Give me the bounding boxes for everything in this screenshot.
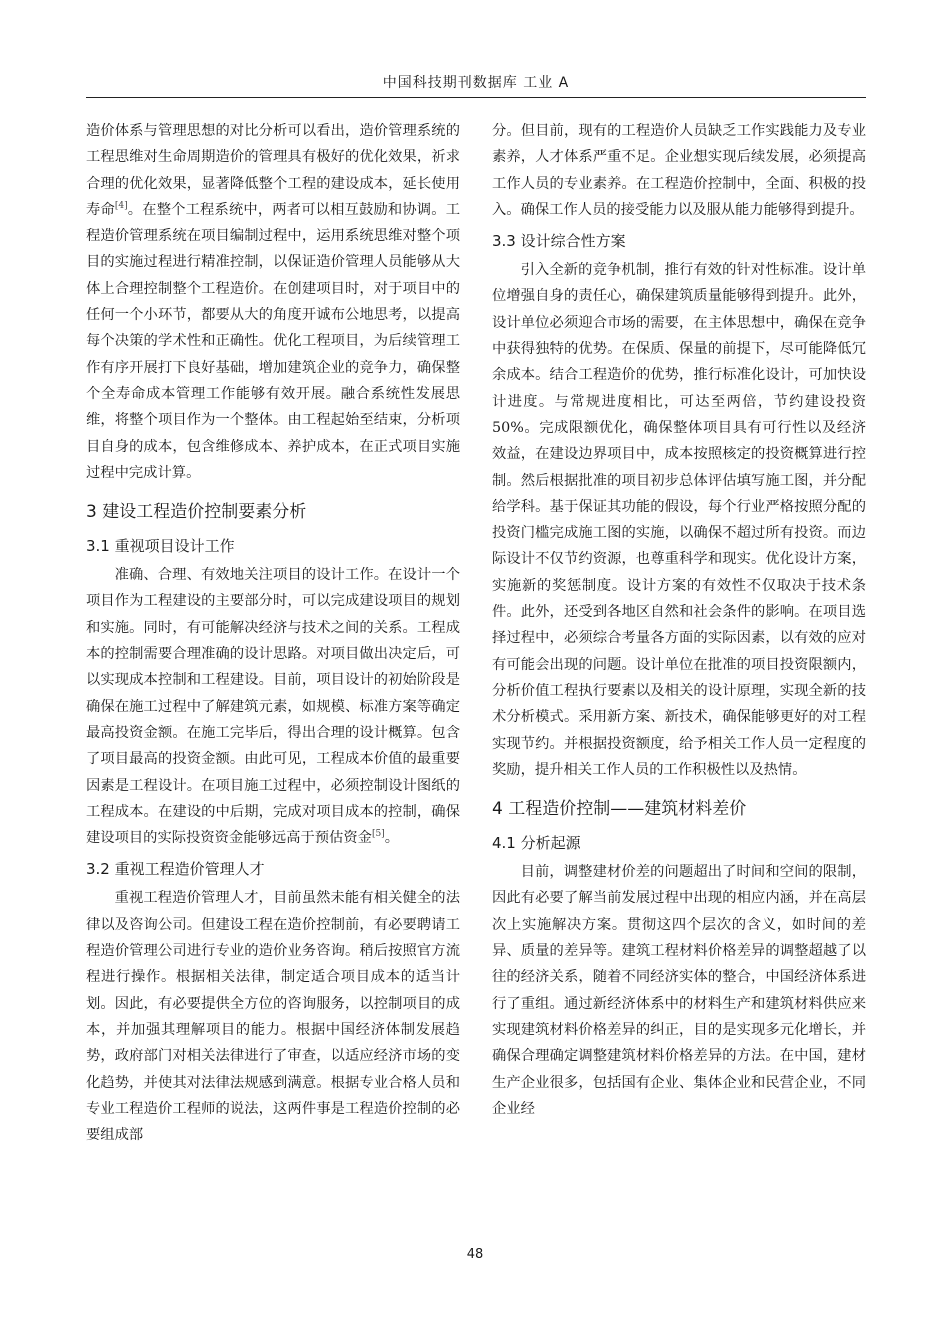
- text-span: 。在整个工程系统中，两者可以相互鼓励和协调。工程造价管理系统在项目编制过程中，运用系统思维对整个项目的实施过程进行精准控制，以保证造价管理人员能够从大体上合理控制整个工程造价。在创建项目时，对于项目中的任何一个小环节，都要从大的角度开诚布公地思考，以提高每个决策的学术性和正确性。优化工程项目，为后续管理工作有序开展打下良好基础，增加建筑企业的竞争力，确保整个全寿命成本管理工作能够有效开展。融合系统性发展思维，将整个项目作为一个整体。由工程起始至结束，分析项目自身的成本，包含维修成本、养护成本，在正式项目实施过程中完成计算。: [86, 201, 461, 481]
- paragraph-intro-continued: [86, 118, 460, 486]
- citation-ref: [4]: [114, 201, 128, 212]
- section-heading-3: 3 建设工程造价控制要素分析: [86, 502, 307, 523]
- subsection-heading-3-2: 3.2 重视工程造价管理人才: [86, 860, 265, 879]
- subsection-heading-3-1: 3.1 重视项目设计工作: [86, 537, 235, 556]
- subsection-heading-3-3: 3.3 设计综合性方案: [492, 232, 626, 251]
- running-header: 中国科技期刊数据库 工业 A: [382, 75, 570, 91]
- text-span: 准确、合理、有效地关注项目的设计工作。在设计一个项目作为工程建设的主要部分时，可以完成建设项目的规划和实施。同时，有可能解决经济与技术之间的关系。工程成本的控制需要合理准确的设计思路。对项目做出决定后，可以实现成本控制和工程建设。目前，项目设计的初始阶段是确保在施工过程中了解建筑元素，如规模、标准方案等确定最高投资金额。在施工完毕后，得出合理的设计概算。包含了项目最高的投资金额。由此可见，工程成本价值的最重要因素是工程设计。在项目施工过程中，必须控制设计图纸的工程成本。在建设的中后期，完成对项目成本的控制，确保建设项目的实际投资资金能够远高于预估资金: [86, 567, 460, 847]
- text-span: 造价体系与管理思想的对比分析可以看出，造价管理系统的工程思维对生命周期造价的管理具有极好的优化效果，祈求合理的优化效果，显著降低整个工程的建设成本，延长使用寿命: [86, 123, 460, 218]
- paragraph-4-1: 目前，调整建材价差的问题超出了时间和空间的限制，因此有必要了解当前发展过程中出现的相应内涵，并在高层次上实施解决方案。贯彻这四个层次的含义，如时间的差异、质量的差异等。建筑工程材料价格差异的调整超越了以往的经济关系，随着不同经济实体的整合，中国经济体系进行了重组。通过新经济体系中的材料生产和建筑材料供应来实现建筑材料价格差异的纠正，目的是实现多元化增长，并确保合理确定调整建筑材料价格差异的方法。在中国，建材生产企业很多，包括国有企业、集体企业和民营企业，不同企业经: [492, 864, 866, 1117]
- paragraph-3-3: 引入全新的竞争机制，推行有效的针对性标准。设计单位增强自身的责任心，确保建筑质量能够得到提升。此外，设计单位必须迎合市场的需要，在主体思想中，确保在竞争中获得独特的优势。在保质、保量的前提下，尽可能降低冗余成本。结合工程造价的优势，推行标准化设计，可加快设计进度。与常规进度相比，可达至两倍，节约建设投资 50%。完成限额优化，确保整体项目具有可行性以及经济效益，在建设边界项目中，成本按照核定的投资概算进行控制。然后根据批准的项目初步总体评估填写施工图，并分配给学科。基于保证其功能的假设，每个行业严格按照分配的投资门槛完成施工图的实施，以确保不超过所有投资。而边际设计不仅节约资源，也尊重科学和现实。优化设计方案，实施新的奖惩制度。设计方案的有效性不仅取决于技术条件。此外，还受到各地区自然和社会条件的影响。在项目选择过程中，必须综合考量各方面的实际因素，以有效的应对有可能会出现的问题。设计单位在批准的项目投资限额内，分析价值工程执行要素以及相关的设计原理，实现全新的技术分析模式。采用新方案、新技术，确保能够更好的对工程实现节约。并根据投资额度，给予相关工作人员一定程度的奖励，提升相关工作人员的工作积极性以及热情。: [492, 262, 866, 778]
- header-rule: [86, 97, 866, 98]
- text-span: 。: [384, 830, 399, 847]
- paragraph-3-2-continued: 分。但目前，现有的工程造价人员缺乏工作实践能力及专业素养，人才体系严重不足。企业想实现后续发展，必须提高工作人员的专业素养。在工程造价控制中，全面、积极的投入。确保工作人员的接受能力以及服从能力能够得到提升。: [492, 123, 866, 218]
- subsection-heading-4-1: 4.1 分析起源: [492, 834, 581, 853]
- citation-ref: [5]: [371, 829, 385, 840]
- left-column: [86, 118, 460, 1148]
- paragraph-3-1: [86, 562, 460, 851]
- paragraph-3-2: 重视工程造价管理人才，目前虽然未能有相关健全的法律以及咨询公司。但建设工程在造价控制前，有必要聘请工程造价管理公司进行专业的造价业务咨询。稍后按照官方流程进行操作。根据相关法律，制定适合项目成本的适当计划。因此，有必要提供全方位的咨询服务，以控制项目的成本，并加强其理解项目的能力。根据中国经济体制发展趋势，政府部门对相关法律进行了审查，以适应经济市场的变化趋势，并使其对法律法规感到满意。根据专业合格人员和专业工程造价工程师的说法，这两件事是工程造价控制的必要组成部: [86, 890, 460, 1144]
- section-heading-4: 4 工程造价控制——建筑材料差价: [492, 799, 747, 820]
- right-column: [492, 118, 866, 1122]
- page-number: 48: [466, 1247, 484, 1262]
